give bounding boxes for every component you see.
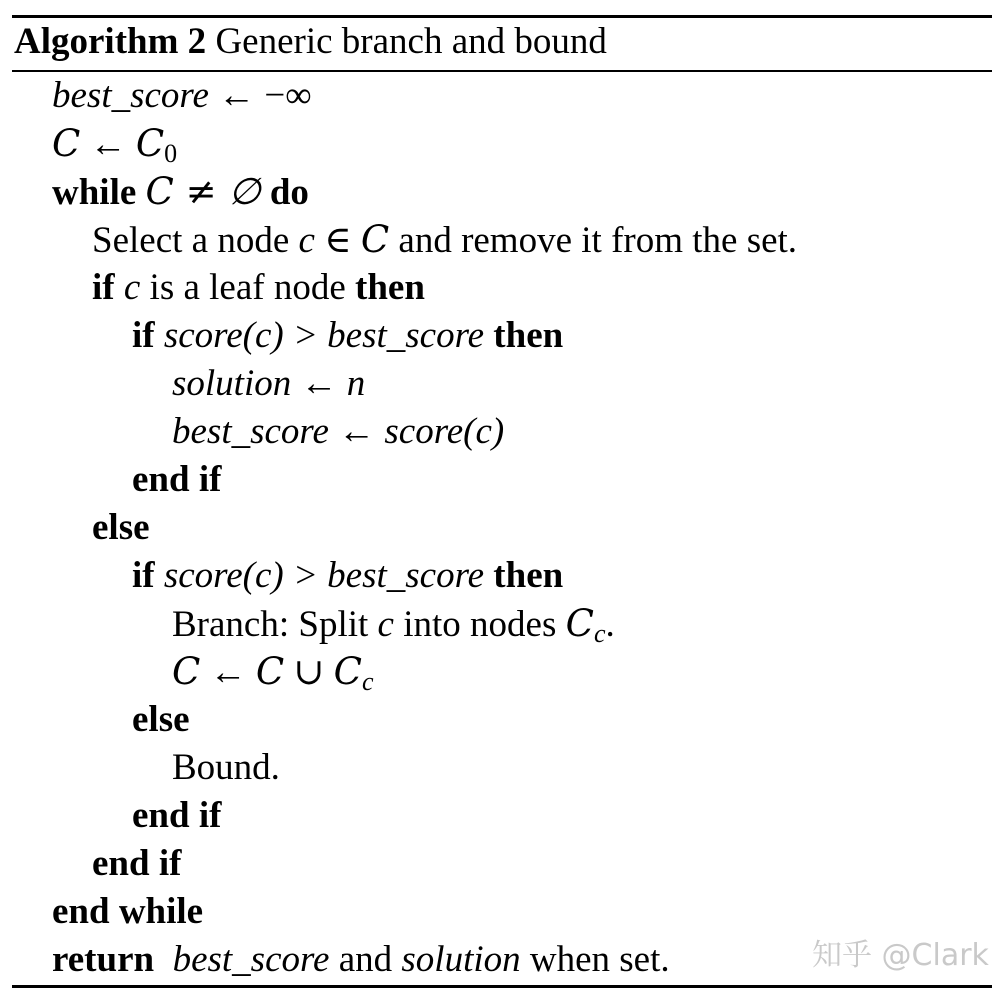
set-c: C	[172, 650, 201, 693]
var-n: n	[346, 363, 366, 404]
line-1	[52, 73, 312, 119]
algorithm-caption	[14, 19, 607, 65]
var-solution: solution	[401, 939, 521, 980]
assign-arrow: ←	[338, 411, 376, 452]
line-16	[132, 793, 221, 839]
algorithm-label: Algorithm 2	[14, 21, 207, 62]
keyword-then: then	[493, 555, 564, 596]
line-2	[52, 121, 177, 168]
condition: score(c) > best_score	[163, 555, 485, 596]
var-best-score: best_score	[52, 75, 209, 116]
keyword-if: if	[132, 555, 155, 596]
text: and	[338, 939, 393, 980]
line-11	[132, 553, 563, 599]
var-best-score: best_score	[172, 411, 329, 452]
line-4	[92, 217, 797, 264]
set-cc: C	[565, 602, 594, 645]
var-solution: solution	[172, 363, 292, 404]
keyword-else: else	[132, 699, 190, 740]
condition: score(c) > best_score	[163, 315, 485, 356]
assign-arrow: ←	[218, 75, 256, 116]
keyword-end-if: end if	[132, 795, 222, 836]
text: is a leaf node	[149, 267, 346, 308]
line-5	[92, 265, 425, 311]
keyword-then: then	[493, 315, 564, 356]
set-cc: C	[333, 650, 362, 693]
line-15	[172, 745, 280, 791]
keyword-then: then	[355, 267, 425, 308]
loop-condition: C ≠ ∅	[145, 170, 261, 213]
watermark: 知乎 @Clark	[812, 938, 989, 973]
line-14	[132, 697, 190, 743]
line-19	[52, 937, 670, 983]
line-9	[132, 457, 221, 503]
var-c: c	[123, 267, 141, 308]
line-7	[172, 361, 365, 407]
line-3	[52, 169, 309, 216]
assign-arrow: ←	[209, 652, 247, 693]
var-c: c	[377, 604, 394, 645]
subscript: c	[361, 667, 374, 696]
keyword-end-if: end if	[132, 459, 222, 500]
line-6	[132, 313, 563, 359]
union-symbol: ∪	[293, 652, 325, 693]
subscript: c	[593, 619, 606, 648]
text: and remove it from the set.	[398, 220, 798, 261]
line-17	[92, 841, 181, 887]
keyword-end-while: end while	[52, 891, 204, 932]
bottom-rule	[12, 985, 992, 988]
var-c: c	[298, 220, 315, 261]
set-c: C	[52, 122, 81, 165]
keyword-else: else	[92, 507, 150, 548]
period: .	[605, 604, 615, 645]
assign-arrow: ←	[89, 124, 127, 165]
score-expression: score(c)	[384, 411, 505, 452]
assign-arrow: ←	[300, 363, 338, 404]
text: into nodes	[403, 604, 557, 645]
text: Select a node	[92, 220, 290, 261]
var-best-score: best_score	[172, 939, 330, 980]
value-neg-infinity: −∞	[264, 75, 312, 116]
set-c0: C	[135, 122, 165, 165]
element-of: ∈	[324, 220, 352, 261]
line-13	[172, 649, 374, 696]
text: Bound.	[172, 747, 280, 788]
line-18	[52, 889, 203, 935]
line-10	[92, 505, 150, 551]
set-c: C	[360, 218, 390, 261]
line-12	[172, 601, 615, 648]
set-c: C	[255, 650, 285, 693]
keyword-return: return	[52, 939, 155, 980]
line-8	[172, 409, 504, 455]
keyword-while: while	[52, 172, 137, 213]
keyword-if: if	[132, 315, 155, 356]
caption-rule	[12, 70, 992, 72]
algorithm-title: Generic branch and bound	[215, 21, 607, 62]
text: Branch: Split	[172, 604, 369, 645]
top-rule	[12, 15, 992, 18]
subscript: 0	[164, 139, 178, 168]
keyword-end-if: end if	[92, 843, 182, 884]
text: when set.	[529, 939, 670, 980]
keyword-do: do	[269, 172, 309, 213]
keyword-if: if	[92, 267, 115, 308]
